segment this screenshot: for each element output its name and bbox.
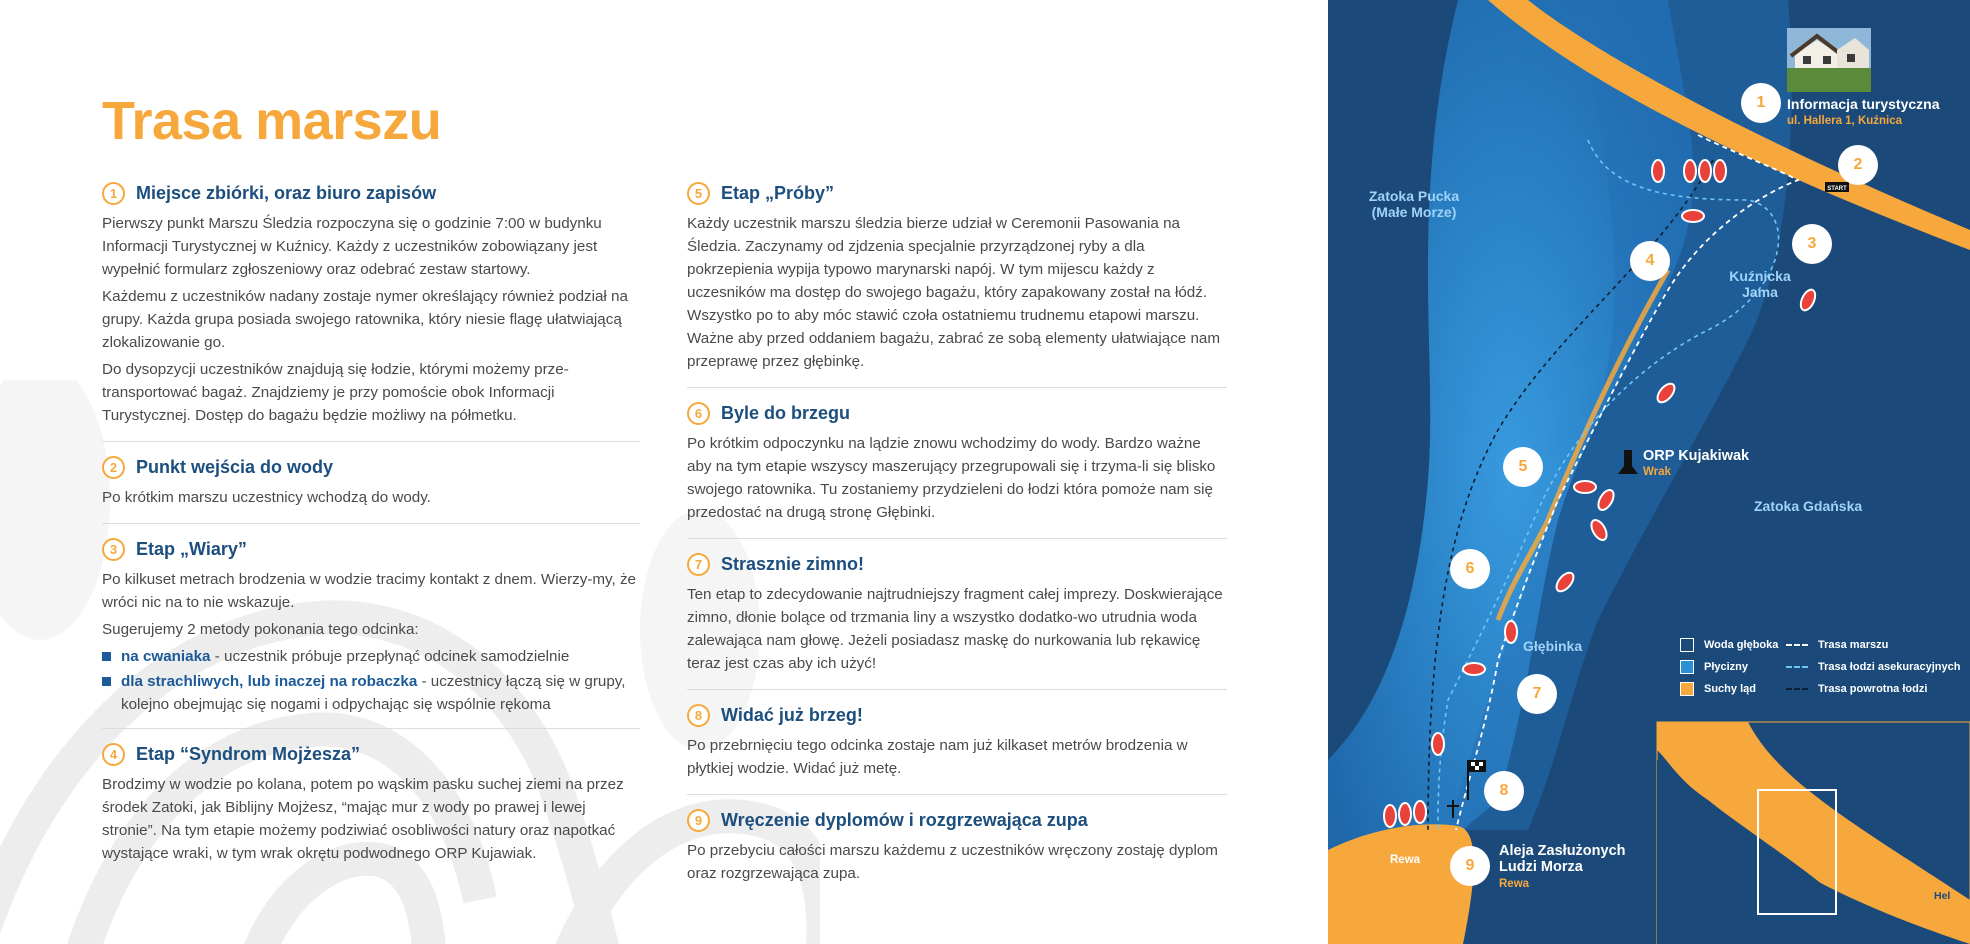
- section-title: Wręczenie dyplomów i rozgrzewająca zupa: [721, 809, 1088, 830]
- legend-line-return: [1786, 688, 1808, 690]
- list-item: [102, 670, 640, 716]
- section-text: Pierwszy punkt Marszu Śledzia rozpoczyna się o godzinie 7:00 w budynku Informacji Turystycznej w Kuźnicy. Każdy z uczestników zobowiązany jest wypełnić formularz zgłoszeniowy oraz odebrać zestaw startowy.: [102, 215, 602, 278]
- section-title: Etap „Próby”: [721, 182, 835, 203]
- method-description: - uczestnik próbuje przepłynąć odcinek samodzielnie: [210, 648, 570, 665]
- section-title: Etap „Wiary”: [136, 538, 247, 559]
- label-rewa: Rewa: [1390, 854, 1421, 866]
- section-5: [687, 178, 1227, 388]
- label-aleja-line1: Aleja Zasłużonych: [1499, 843, 1626, 859]
- boat-icon: [1699, 160, 1711, 182]
- section-text: Brodzimy w wodzie po kolana, potem po wąskim pasku suchej ziemi na przez środek Zatoki, jak Biblijny Mojżesz, “mając mur z wody po prawej i lewej stronie”. Na tym etapie możemy podziwiać osobliwości natury oraz napotkać wystające wraki, w tym wrak okrętu podwodnego ORP Kujawiak.: [102, 776, 624, 862]
- label-hel: Hel: [1934, 890, 1951, 902]
- legend-label: Woda głęboka: [1704, 639, 1779, 651]
- label-jama: Jama: [1742, 284, 1778, 300]
- boat-icon: [1432, 733, 1444, 755]
- land-rewa: [1328, 824, 1474, 944]
- section-title: Etap “Syndrom Mojżesza”: [136, 743, 361, 764]
- info-building-photo: [1787, 28, 1871, 92]
- label-kuznicka: Kuźnicka: [1729, 268, 1791, 284]
- label-kuznicka-jama: [1720, 268, 1800, 300]
- list-item: [102, 645, 640, 668]
- step-number: 5: [687, 182, 710, 205]
- section-title: Strasznie zimno!: [721, 553, 865, 574]
- section-title: Miejsce zbiórki, oraz biuro zapisów: [136, 182, 437, 203]
- section-4: [102, 739, 640, 879]
- step-number: 6: [687, 402, 710, 425]
- section-text: Do dysopzycji uczestników znajdują się łodzie, którymi możemy prze-transportować bagaż. Znajdziemy je przy pomoście obok Informacji Turystycznej. Dostęp do bagażu będzie możliwy na półmetku.: [102, 361, 569, 424]
- marker-6: 6: [1450, 549, 1490, 589]
- boat-icon: [1652, 160, 1664, 182]
- step-number: 1: [102, 182, 125, 205]
- boat-icon: [1463, 663, 1485, 675]
- label-zatoka-pucka: [1354, 188, 1474, 220]
- label-zatoka-pucka-line1: Zatoka Pucka: [1368, 188, 1460, 204]
- legend-line-march: [1786, 644, 1808, 646]
- step-number: 4: [102, 743, 125, 766]
- label-aleja-line2: Ludzi Morza: [1499, 859, 1583, 875]
- section-text: Po przebyciu całości marszu każdemu z uczestników wręczony zostaję dyplom oraz rozgrzewająca zupa.: [687, 842, 1218, 882]
- section-title: Byle do brzegu: [721, 402, 851, 423]
- label-orp: ORP Kujakiwak: [1643, 448, 1750, 464]
- legend-row: [1680, 634, 1960, 656]
- label-zatoka-pucka-line2: (Małe Morze): [1371, 204, 1457, 220]
- marker-7: 7: [1517, 674, 1557, 714]
- label-glebinka: Głębinka: [1523, 638, 1583, 654]
- section-text: Po krótkim marszu uczestnicy wchodzą do wody.: [102, 489, 431, 506]
- label-aleja-rewa: Rewa: [1499, 878, 1530, 890]
- marker-5: 5: [1503, 447, 1543, 487]
- legend-swatch-land: [1680, 682, 1694, 696]
- method-name: dla strachliwych, lub inaczej na robaczka: [121, 673, 418, 690]
- bullet-square-icon: [102, 677, 111, 686]
- marker-3: 3: [1792, 224, 1832, 264]
- section-3: [102, 534, 640, 729]
- boat-icon: [1684, 160, 1696, 182]
- inset-map: [1657, 722, 1970, 944]
- legend-label: Trasa łodzi asekuracyjnych: [1818, 661, 1961, 673]
- step-number: 8: [687, 704, 710, 727]
- boat-icon: [1682, 210, 1704, 222]
- section-text: Ten etap to zdecydowanie najtrudniejszy fragment całej imprezy. Doskwierające zimno, dłonie bolące od trzmania liny a wszystko dodatko-wo utrudnia woda zalewająca nam głowę. Jeżeli posiadasz maskę do nurkowania lub rękawicę teraz jest czas aby ich użyć!: [687, 586, 1223, 672]
- map-legend: [1680, 634, 1960, 700]
- column-left: [102, 178, 640, 889]
- info-address: ul. Hallera 1, Kuźnica: [1787, 115, 1903, 127]
- boat-icon: [1384, 805, 1396, 827]
- boat-icon: [1714, 160, 1726, 182]
- section-text: Każdemu z uczestników nadany zostaje nymer określający również podział na grupy. Każda grupa posiada swojego ratownika, który niesie flagę ułatwiającą zlokalizowanie go.: [102, 288, 628, 351]
- method-name: na cwaniaka: [121, 648, 211, 665]
- column-middle: [687, 178, 1227, 909]
- section-6: [687, 398, 1227, 539]
- section-text: Sugerujemy 2 metody pokonania tego odcinka:: [102, 621, 419, 638]
- marker-1: 1: [1741, 83, 1781, 123]
- legend-row: [1680, 656, 1960, 678]
- section-title: Widać już brzeg!: [721, 704, 863, 725]
- marker-2: 2: [1838, 145, 1878, 185]
- section-text: Każdy uczestnik marszu śledzia bierze udział w Ceremonii Pasowania na Śledzia. Zaczynamy od zjdzenia specjalnie przyrządzonej ryby a dla pokrzepienia wypija typowo marynarski napój. W tym mijescu każdy z uczesników ma dostęp do swojego bagażu, który zapakowany został na łódź. Wszystko po to aby móc stawić czoła ostatniemu trudnemu etapowi marszu. Ważne aby przed oddaniem bagażu, zabrać ze sobą elementy ułatwiające nam przeprawę przez głębinkę.: [687, 215, 1220, 370]
- info-title: Informacja turystyczna: [1787, 96, 1940, 112]
- marker-8: 8: [1484, 771, 1524, 811]
- section-text: Po przebrnięciu tego odcinka zostaje nam już kilkaset metrów brodzenia w płytkiej wodzie. Widać już metę.: [687, 737, 1188, 777]
- legend-line-boats: [1786, 666, 1808, 668]
- boat-icon: [1505, 621, 1517, 643]
- boat-icon: [1574, 481, 1596, 493]
- legend-swatch-deep: [1680, 638, 1694, 652]
- marker-9: 9: [1450, 846, 1490, 886]
- step-number: 9: [687, 809, 710, 832]
- section-1: [102, 178, 640, 442]
- section-2: [102, 452, 640, 524]
- start-label: START: [1827, 186, 1847, 192]
- boat-icon: [1399, 803, 1411, 825]
- legend-swatch-shallow: [1680, 660, 1694, 674]
- page-title: Trasa marszu: [102, 91, 442, 151]
- label-zatoka-gdanska: Zatoka Gdańska: [1754, 498, 1863, 514]
- section-text: Po krótkim odpoczynku na lądzie znowu wchodzimy do wody. Bardzo ważne aby na tym etapie wszyscy maszerujący przegrupowali się i trzyma-li się blisko swojego ratownika. Tu zostaniemy przydzieleni do łodzi która pomoże nam się przedostać na drugą stronę Głębinki.: [687, 435, 1216, 521]
- legend-label: Trasa powrotna łodzi: [1818, 683, 1928, 695]
- method-description: - uczestnicy łączą się w grupy, kolejno obejmując się nogami i odpychając się wspólnie rękoma: [121, 673, 626, 713]
- section-7: [687, 549, 1227, 690]
- legend-row: [1680, 678, 1960, 700]
- legend-label: Suchy ląd: [1704, 683, 1756, 695]
- section-9: [687, 805, 1227, 899]
- bullet-square-icon: [102, 652, 111, 661]
- section-text: Po kilkuset metrach brodzenia w wodzie tracimy kontakt z dnem. Wierzy-my, że wróci nic na to nie wskazuje.: [102, 571, 636, 611]
- section-8: [687, 700, 1227, 795]
- boat-icon: [1414, 801, 1426, 823]
- legend-label: Trasa marszu: [1818, 639, 1889, 651]
- step-number: 3: [102, 538, 125, 561]
- label-wrak: Wrak: [1643, 466, 1671, 478]
- section-title: Punkt wejścia do wody: [136, 456, 334, 477]
- legend-label: Płycizny: [1704, 661, 1749, 673]
- marker-4: 4: [1630, 241, 1670, 281]
- step-number: 2: [102, 456, 125, 479]
- step-number: 7: [687, 553, 710, 576]
